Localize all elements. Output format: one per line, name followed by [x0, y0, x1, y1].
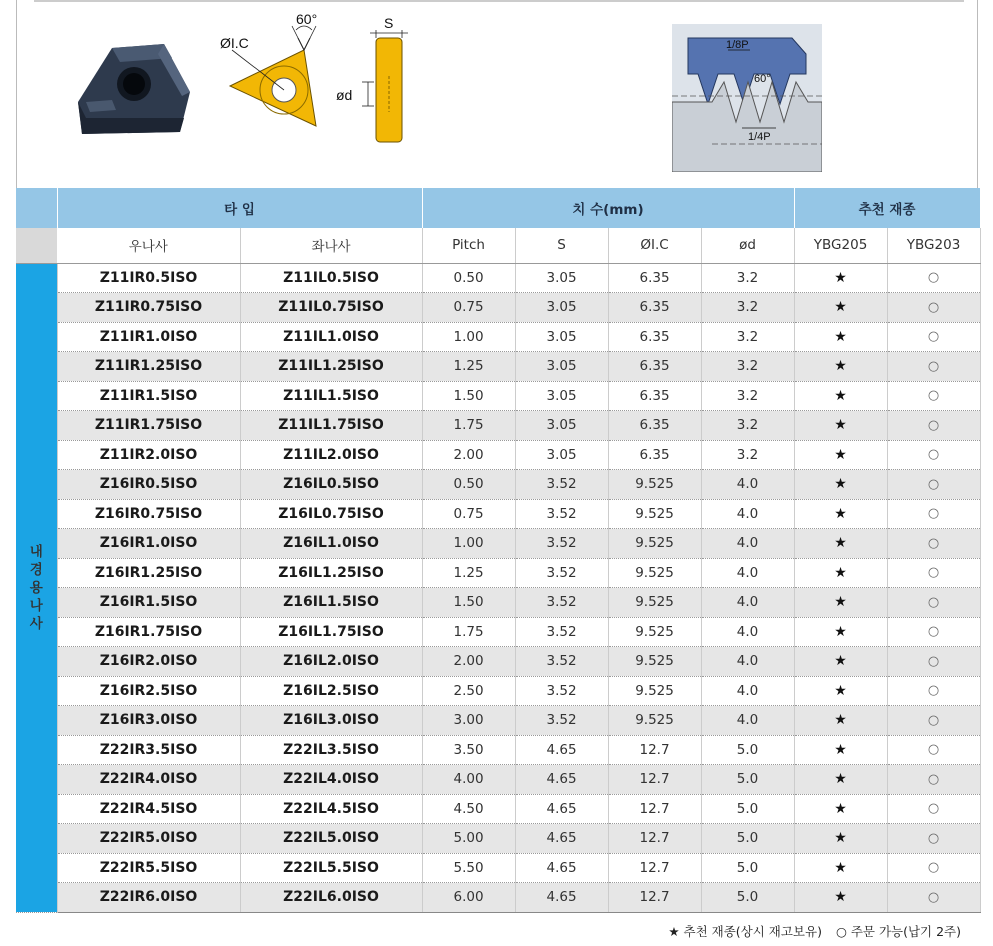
table-row — [16, 470, 980, 500]
left-hand-code: Z11IL0.5ISO — [240, 263, 422, 293]
ic-cell: 9.525 — [608, 676, 701, 706]
d-cell: 3.2 — [701, 322, 794, 352]
ic-label: ØI.C — [220, 35, 249, 51]
right-hand-code: Z16IR0.75ISO — [57, 499, 240, 529]
grade-2-mark: ○ — [887, 322, 980, 352]
ic-cell: 9.525 — [608, 558, 701, 588]
table-row — [16, 765, 980, 795]
grade-1-mark: ★ — [794, 824, 887, 854]
left-hand-code: Z11IL1.25ISO — [240, 352, 422, 382]
ic-cell: 6.35 — [608, 440, 701, 470]
s-cell: 4.65 — [515, 883, 608, 913]
left-hand-code: Z22IL6.0ISO — [240, 883, 422, 913]
ic-cell: 9.525 — [608, 588, 701, 618]
pitch-cell: 1.75 — [422, 411, 515, 441]
ic-cell: 6.35 — [608, 381, 701, 411]
s-cell: 3.05 — [515, 411, 608, 441]
grade-1-mark: ★ — [794, 588, 887, 618]
right-hand-code: Z16IR1.75ISO — [57, 617, 240, 647]
insert-drawing — [212, 8, 332, 143]
grade-1-mark: ★ — [794, 499, 887, 529]
grade-1-mark: ★ — [794, 647, 887, 677]
table-row — [16, 735, 980, 765]
grade-1-mark: ★ — [794, 765, 887, 795]
left-hand-code: Z22IL4.5ISO — [240, 794, 422, 824]
s-cell: 3.05 — [515, 322, 608, 352]
right-hand-code: Z11IR1.0ISO — [57, 322, 240, 352]
grade-2-mark: ○ — [887, 440, 980, 470]
s-cell: 3.52 — [515, 647, 608, 677]
pitch-cell: 0.50 — [422, 470, 515, 500]
d-cell: 4.0 — [701, 529, 794, 559]
left-hand-code: Z22IL3.5ISO — [240, 735, 422, 765]
d-label: ød — [336, 87, 353, 103]
grade-2-mark: ○ — [887, 529, 980, 559]
grade-1-mark: ★ — [794, 676, 887, 706]
pitch-cell: 1.00 — [422, 322, 515, 352]
s-cell: 4.65 — [515, 735, 608, 765]
table-row — [16, 293, 980, 323]
s-cell: 3.05 — [515, 352, 608, 382]
s-cell: 3.52 — [515, 617, 608, 647]
header-group-row — [16, 188, 980, 228]
ic-cell: 9.525 — [608, 617, 701, 647]
table-row — [16, 263, 980, 293]
d-cell: 3.2 — [701, 293, 794, 323]
pitch-cell: 1.00 — [422, 529, 515, 559]
table-row — [16, 322, 980, 352]
right-hand-code: Z22IR5.0ISO — [57, 824, 240, 854]
ic-cell: 6.35 — [608, 293, 701, 323]
grade-1-mark: ★ — [794, 883, 887, 913]
ic-cell: 9.525 — [608, 470, 701, 500]
grade-1-mark: ★ — [794, 735, 887, 765]
table-row — [16, 853, 980, 883]
header-corner — [16, 188, 57, 228]
d-cell: 5.0 — [701, 853, 794, 883]
pitch-cell: 0.50 — [422, 263, 515, 293]
pitch-cell: 1.25 — [422, 558, 515, 588]
d-cell: 5.0 — [701, 883, 794, 913]
s-cell: 3.52 — [515, 588, 608, 618]
thread-profile-diagram — [672, 24, 822, 172]
d-cell: 4.0 — [701, 676, 794, 706]
table-row — [16, 824, 980, 854]
s-cell: 3.52 — [515, 706, 608, 736]
pitch-cell: 3.00 — [422, 706, 515, 736]
col-left-hand: 좌나사 — [240, 228, 422, 263]
legend-circle: ○ 주문 가능(납기 2주) — [835, 924, 961, 939]
col-grade-1: YBG205 — [794, 228, 887, 263]
right-hand-code: Z16IR2.0ISO — [57, 647, 240, 677]
table-row — [16, 411, 980, 441]
grade-1-mark: ★ — [794, 293, 887, 323]
grade-2-mark: ○ — [887, 883, 980, 913]
s-cell: 4.65 — [515, 794, 608, 824]
grade-1-mark: ★ — [794, 352, 887, 382]
d-cell: 4.0 — [701, 558, 794, 588]
pitch-cell: 5.50 — [422, 853, 515, 883]
legend — [658, 922, 961, 940]
right-hand-code: Z11IR2.0ISO — [57, 440, 240, 470]
pitch-cell: 6.00 — [422, 883, 515, 913]
grade-2-mark: ○ — [887, 499, 980, 529]
grade-2-mark: ○ — [887, 470, 980, 500]
grade-2-mark: ○ — [887, 794, 980, 824]
pitch-cell: 0.75 — [422, 499, 515, 529]
s-cell: 3.52 — [515, 470, 608, 500]
grade-2-mark: ○ — [887, 617, 980, 647]
ic-cell: 9.525 — [608, 529, 701, 559]
table-row — [16, 794, 980, 824]
left-hand-code: Z22IL5.0ISO — [240, 824, 422, 854]
left-hand-code: Z16IL0.75ISO — [240, 499, 422, 529]
grade-2-mark: ○ — [887, 824, 980, 854]
row-group-char: 경 — [29, 561, 43, 578]
table-row — [16, 381, 980, 411]
quarter-pitch-label: 1/4P — [748, 131, 771, 143]
grade-1-mark: ★ — [794, 411, 887, 441]
d-cell: 5.0 — [701, 735, 794, 765]
legend-star: ★ 추천 재종(상시 재고보유) — [668, 924, 822, 939]
table-row — [16, 588, 980, 618]
spec-table — [16, 188, 981, 913]
table-row — [16, 352, 980, 382]
pitch-cell: 4.50 — [422, 794, 515, 824]
row-group-char: 용 — [29, 579, 43, 596]
grade-1-mark: ★ — [794, 470, 887, 500]
s-cell: 3.52 — [515, 676, 608, 706]
right-hand-code: Z11IR0.5ISO — [57, 263, 240, 293]
d-cell: 4.0 — [701, 617, 794, 647]
side-view-drawing — [334, 16, 414, 146]
ic-cell: 12.7 — [608, 765, 701, 795]
insert-photo — [72, 40, 197, 140]
d-cell: 5.0 — [701, 765, 794, 795]
pitch-cell: 2.00 — [422, 440, 515, 470]
grade-2-mark: ○ — [887, 381, 980, 411]
grade-1-mark: ★ — [794, 853, 887, 883]
d-cell: 4.0 — [701, 647, 794, 677]
grade-2-mark: ○ — [887, 588, 980, 618]
left-hand-code: Z16IL2.0ISO — [240, 647, 422, 677]
grade-1-mark: ★ — [794, 263, 887, 293]
right-hand-code: Z16IR0.5ISO — [57, 470, 240, 500]
d-cell: 4.0 — [701, 470, 794, 500]
left-hand-code: Z11IL2.0ISO — [240, 440, 422, 470]
pitch-cell: 2.50 — [422, 676, 515, 706]
angle-label: 60° — [296, 11, 318, 27]
grade-2-mark: ○ — [887, 352, 980, 382]
left-hand-code: Z16IL1.0ISO — [240, 529, 422, 559]
col-ic: ØI.C — [608, 228, 701, 263]
grade-1-mark: ★ — [794, 794, 887, 824]
ic-cell: 6.35 — [608, 263, 701, 293]
col-right-hand: 우나사 — [57, 228, 240, 263]
s-cell: 3.52 — [515, 558, 608, 588]
grade-1-mark: ★ — [794, 322, 887, 352]
d-cell: 4.0 — [701, 499, 794, 529]
pitch-cell: 2.00 — [422, 647, 515, 677]
right-hand-code: Z22IR5.5ISO — [57, 853, 240, 883]
header-corner-2 — [16, 228, 57, 263]
s-cell: 3.05 — [515, 440, 608, 470]
grade-1-mark: ★ — [794, 706, 887, 736]
eighth-pitch-label: 1/8P — [726, 39, 749, 51]
left-hand-code: Z16IL1.75ISO — [240, 617, 422, 647]
right-hand-code: Z16IR2.5ISO — [57, 676, 240, 706]
pitch-cell: 1.25 — [422, 352, 515, 382]
right-hand-code: Z22IR4.5ISO — [57, 794, 240, 824]
row-group-label — [16, 263, 57, 912]
left-hand-code: Z16IL0.5ISO — [240, 470, 422, 500]
ic-cell: 12.7 — [608, 824, 701, 854]
right-hand-code: Z22IR3.5ISO — [57, 735, 240, 765]
ic-cell: 12.7 — [608, 794, 701, 824]
left-hand-code: Z22IL4.0ISO — [240, 765, 422, 795]
right-hand-code: Z11IR1.5ISO — [57, 381, 240, 411]
table-row — [16, 499, 980, 529]
right-hand-code: Z16IR1.0ISO — [57, 529, 240, 559]
grade-1-mark: ★ — [794, 529, 887, 559]
s-cell: 3.05 — [515, 381, 608, 411]
ic-cell: 9.525 — [608, 647, 701, 677]
pitch-cell: 1.75 — [422, 617, 515, 647]
grade-2-mark: ○ — [887, 411, 980, 441]
d-cell: 3.2 — [701, 440, 794, 470]
row-group-char: 나 — [29, 597, 43, 614]
left-hand-code: Z16IL1.25ISO — [240, 558, 422, 588]
grade-1-mark: ★ — [794, 381, 887, 411]
s-cell: 4.65 — [515, 824, 608, 854]
grade-2-mark: ○ — [887, 706, 980, 736]
table-row — [16, 706, 980, 736]
ic-cell: 6.35 — [608, 352, 701, 382]
s-cell: 3.52 — [515, 499, 608, 529]
ic-cell: 12.7 — [608, 735, 701, 765]
table-row — [16, 529, 980, 559]
right-hand-code: Z11IR1.75ISO — [57, 411, 240, 441]
right-hand-code: Z11IR0.75ISO — [57, 293, 240, 323]
left-hand-code: Z11IL1.75ISO — [240, 411, 422, 441]
dims-header: 치 수(mm) — [422, 188, 794, 228]
thread-angle-label: 60° — [754, 73, 771, 85]
left-hand-code: Z16IL2.5ISO — [240, 676, 422, 706]
ic-cell: 9.525 — [608, 499, 701, 529]
table-row — [16, 440, 980, 470]
d-cell: 4.0 — [701, 588, 794, 618]
left-hand-code: Z22IL5.5ISO — [240, 853, 422, 883]
right-hand-code: Z11IR1.25ISO — [57, 352, 240, 382]
grade-2-mark: ○ — [887, 735, 980, 765]
pitch-cell: 0.75 — [422, 293, 515, 323]
grade-2-mark: ○ — [887, 765, 980, 795]
grades-header: 추천 재종 — [794, 188, 980, 228]
s-label: S — [384, 16, 394, 31]
grade-2-mark: ○ — [887, 676, 980, 706]
pitch-cell: 4.00 — [422, 765, 515, 795]
ic-cell: 12.7 — [608, 883, 701, 913]
table-row — [16, 558, 980, 588]
d-cell: 3.2 — [701, 381, 794, 411]
grade-2-mark: ○ — [887, 853, 980, 883]
grade-2-mark: ○ — [887, 558, 980, 588]
type-header: 타 입 — [57, 188, 422, 228]
col-grade-2: YBG203 — [887, 228, 980, 263]
left-hand-code: Z11IL1.5ISO — [240, 381, 422, 411]
s-cell: 3.05 — [515, 263, 608, 293]
grade-1-mark: ★ — [794, 440, 887, 470]
d-cell: 5.0 — [701, 794, 794, 824]
right-hand-code: Z22IR6.0ISO — [57, 883, 240, 913]
right-hand-code: Z16IR3.0ISO — [57, 706, 240, 736]
pitch-cell: 5.00 — [422, 824, 515, 854]
pitch-cell: 1.50 — [422, 381, 515, 411]
grade-2-mark: ○ — [887, 293, 980, 323]
ic-cell: 6.35 — [608, 411, 701, 441]
d-cell: 5.0 — [701, 824, 794, 854]
left-hand-code: Z11IL0.75ISO — [240, 293, 422, 323]
right-hand-code: Z16IR1.25ISO — [57, 558, 240, 588]
d-cell: 4.0 — [701, 706, 794, 736]
table-row — [16, 647, 980, 677]
d-cell: 3.2 — [701, 352, 794, 382]
grade-1-mark: ★ — [794, 558, 887, 588]
s-cell: 4.65 — [515, 765, 608, 795]
table-row — [16, 676, 980, 706]
right-hand-code: Z16IR1.5ISO — [57, 588, 240, 618]
row-group-char: 사 — [29, 615, 43, 632]
s-cell: 4.65 — [515, 853, 608, 883]
d-cell: 3.2 — [701, 411, 794, 441]
col-s: S — [515, 228, 608, 263]
right-hand-code: Z22IR4.0ISO — [57, 765, 240, 795]
ic-cell: 12.7 — [608, 853, 701, 883]
grade-2-mark: ○ — [887, 647, 980, 677]
left-hand-code: Z11IL1.0ISO — [240, 322, 422, 352]
col-pitch: Pitch — [422, 228, 515, 263]
table-row — [16, 883, 980, 913]
grade-2-mark: ○ — [887, 263, 980, 293]
s-cell: 3.52 — [515, 529, 608, 559]
grade-1-mark: ★ — [794, 617, 887, 647]
pitch-cell: 3.50 — [422, 735, 515, 765]
column-header-row — [16, 228, 980, 263]
ic-cell: 6.35 — [608, 322, 701, 352]
col-d: ød — [701, 228, 794, 263]
left-hand-code: Z16IL3.0ISO — [240, 706, 422, 736]
ic-cell: 9.525 — [608, 706, 701, 736]
s-cell: 3.05 — [515, 293, 608, 323]
left-hand-code: Z16IL1.5ISO — [240, 588, 422, 618]
row-group-char: 내 — [29, 543, 43, 560]
pitch-cell: 1.50 — [422, 588, 515, 618]
d-cell: 3.2 — [701, 263, 794, 293]
table-row — [16, 617, 980, 647]
